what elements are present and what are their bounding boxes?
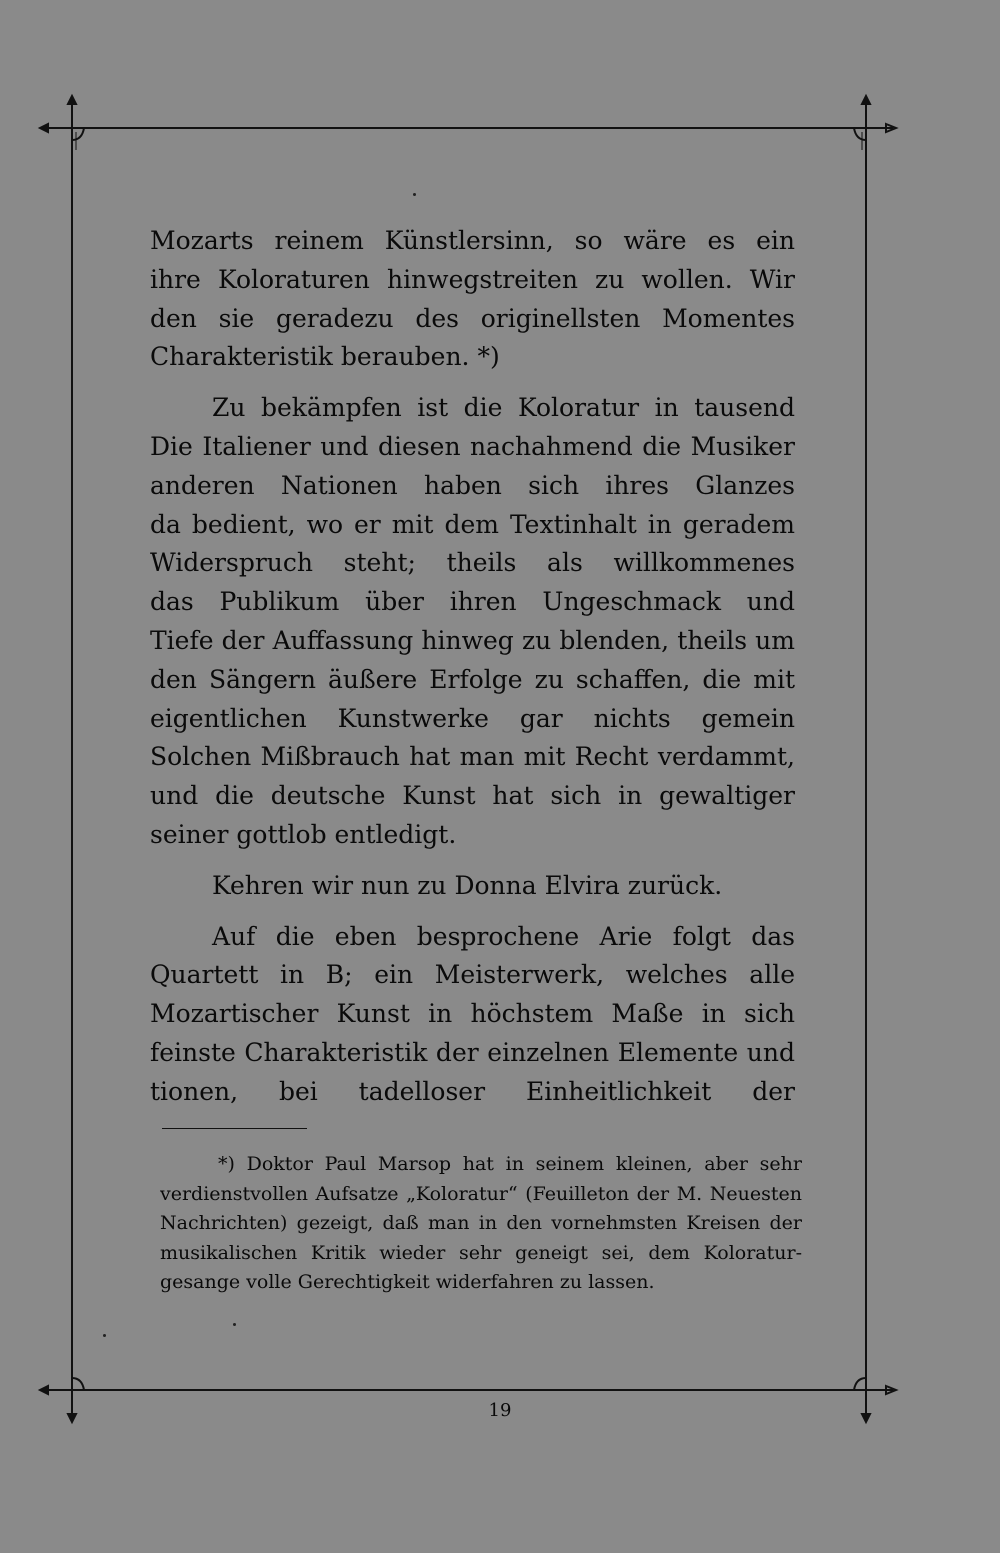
- text-line: Auf die eben besprochene Arie folgt das: [212, 921, 795, 951]
- text-line: den sie geradezu des originellsten Momentes: [150, 303, 795, 333]
- text-line: Mozartischer Kunst in höchstem Maße in sich: [150, 999, 795, 1029]
- text-line: da bedient, wo er mit dem Textinhalt in geradem: [150, 509, 795, 539]
- footnote-divider: [162, 1128, 307, 1129]
- paragraph: [150, 222, 795, 377]
- text-line: Quartett in B; ein Meisterwerk, welches alle: [150, 960, 795, 990]
- text-line: tionen, bei tadelloser Einheitlichkeit der: [150, 1076, 795, 1106]
- page-number: 19: [488, 1400, 512, 1421]
- main-text: [150, 222, 795, 1112]
- paragraph: [150, 389, 795, 855]
- text-line: seiner gottlob entledigt.: [150, 819, 457, 849]
- text-line: das Publikum über ihren Ungeschmack und: [150, 587, 795, 617]
- footnote-line: gesange volle Gerechtigkeit widerfahren zu lassen.: [160, 1271, 655, 1294]
- speck-mark: [103, 1334, 106, 1337]
- text-line: Zu bekämpfen ist die Koloratur in tausend: [212, 393, 795, 423]
- text-line: den Sängern äußere Erfolge zu schaffen, die mit: [150, 664, 795, 694]
- text-line: feinste Charakteristik der einzelnen Elemente und: [150, 1037, 795, 1067]
- text-line: eigentlichen Kunstwerke gar nichts gemein: [150, 703, 795, 733]
- footnote-line: musikalischen Kritik wieder sehr geneigt sei, dem Koloratur-: [160, 1241, 802, 1264]
- footnote: [160, 1150, 802, 1298]
- paragraph: [150, 918, 795, 1112]
- text-line: und die deutsche Kunst hat sich in gewaltiger: [150, 781, 795, 811]
- text-line: Solchen Mißbrauch hat man mit Recht verdammt,: [150, 742, 795, 772]
- paragraph: [150, 867, 795, 906]
- text-line: Tiefe der Auffassung hinweg zu blenden, theils um: [150, 625, 795, 655]
- text-line: Widerspruch steht; theils als willkommenes: [150, 548, 795, 578]
- footnote-line: Nachrichten) gezeigt, daß man in den vornehmsten Kreisen der: [160, 1212, 802, 1235]
- footnote-line: *) Doktor Paul Marsop hat in seinem kleinen, aber sehr: [218, 1153, 802, 1175]
- speck-mark: [233, 1323, 236, 1326]
- speck-mark: [413, 193, 416, 196]
- text-line: Charakteristik berauben. *): [150, 342, 500, 372]
- text-line: Kehren wir nun zu Donna Elvira zurück.: [212, 870, 723, 900]
- text-line: Mozarts reinem Künstlersinn, so wäre es ein: [150, 226, 795, 255]
- footnote-line: verdienstvollen Aufsatze „Koloratur“ (Feuilleton der M. Neuesten: [160, 1182, 802, 1205]
- text-line: anderen Nationen haben sich ihres Glanzes: [150, 470, 795, 500]
- text-line: Die Italiener und diesen nachahmend die Musiker: [150, 431, 795, 461]
- text-line: ihre Koloraturen hinwegstreiten zu wollen. Wir: [150, 264, 795, 294]
